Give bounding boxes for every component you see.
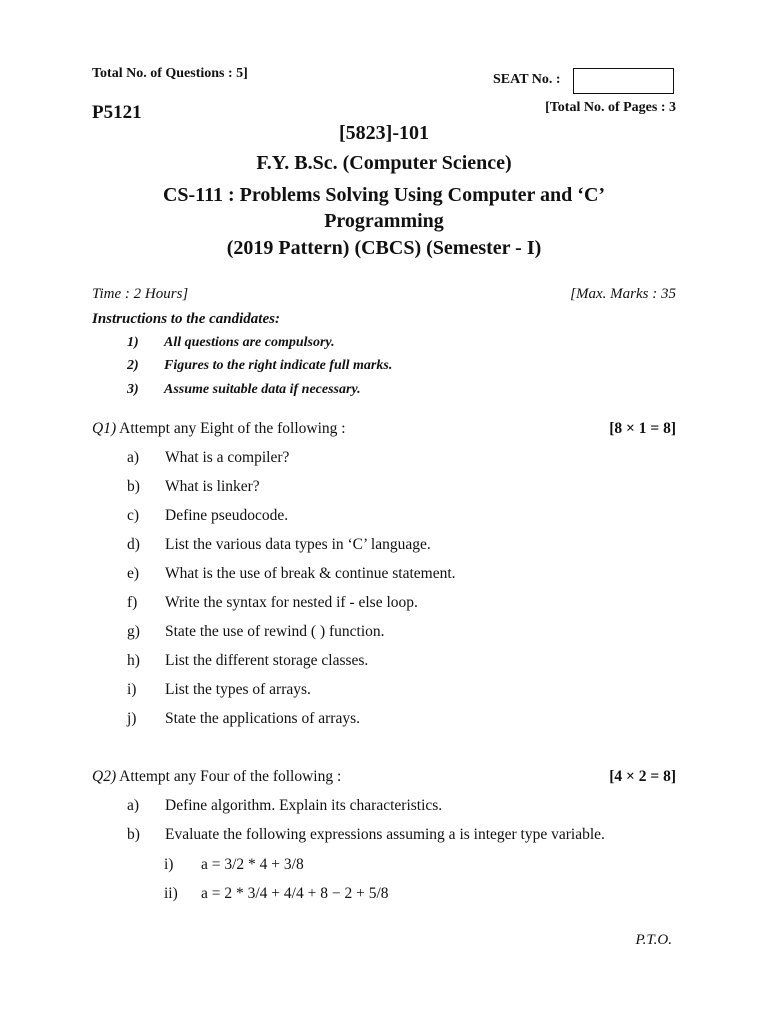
max-marks: [Max. Marks : 35 bbox=[570, 286, 676, 302]
seat-number-box bbox=[573, 68, 674, 94]
instruction-text: Assume suitable data if necessary. bbox=[164, 382, 361, 397]
subitem-label: ii) bbox=[164, 885, 178, 902]
item-label: b) bbox=[127, 478, 140, 495]
instructions-heading: Instructions to the candidates: bbox=[92, 311, 280, 327]
instruction-item bbox=[127, 358, 392, 374]
item-text: What is linker? bbox=[165, 478, 260, 495]
instruction-number: 3) bbox=[127, 382, 139, 397]
exam-time: Time : 2 Hours] bbox=[92, 286, 189, 302]
item-text: What is a compiler? bbox=[165, 449, 290, 466]
item-label: f) bbox=[127, 594, 138, 611]
q1-item bbox=[127, 594, 418, 612]
item-text: State the applications of arrays. bbox=[165, 710, 360, 727]
question-1-heading bbox=[92, 420, 676, 438]
q1-item bbox=[127, 681, 311, 699]
item-label: d) bbox=[127, 536, 140, 553]
paper-code: P5121 bbox=[92, 102, 142, 123]
subitem-text: a = 2 * 3/4 + 4/4 + 8 − 2 + 5/8 bbox=[201, 885, 389, 902]
item-label: h) bbox=[127, 652, 140, 669]
q2-item bbox=[127, 826, 605, 844]
item-text: Define algorithm. Explain its characteristics. bbox=[165, 797, 443, 814]
seat-number-label: SEAT No. : bbox=[493, 72, 561, 87]
page-turn-over: P.T.O. bbox=[635, 932, 672, 948]
item-label: j) bbox=[127, 710, 137, 727]
instruction-number: 1) bbox=[127, 335, 139, 350]
item-label: e) bbox=[127, 565, 140, 582]
item-text: Write the syntax for nested if - else loop. bbox=[165, 594, 418, 611]
subitem-label: i) bbox=[164, 856, 174, 873]
q1-item bbox=[127, 565, 456, 583]
question-marks: [4 × 2 = 8] bbox=[609, 768, 676, 785]
question-number: Q2) bbox=[92, 768, 117, 785]
item-label: a) bbox=[127, 449, 140, 466]
item-text: State the use of rewind ( ) function. bbox=[165, 623, 385, 640]
instruction-text: Figures to the right indicate full marks. bbox=[164, 358, 393, 373]
instruction-text: All questions are compulsory. bbox=[164, 335, 335, 350]
question-marks: [8 × 1 = 8] bbox=[609, 420, 676, 437]
q1-item bbox=[127, 449, 289, 467]
q2-subitem bbox=[164, 856, 304, 874]
total-pages: [Total No. of Pages : 3 bbox=[545, 100, 676, 115]
question-2-heading bbox=[92, 768, 676, 786]
question-number: Q1) bbox=[92, 420, 117, 437]
exam-code: [5823]-101 bbox=[339, 122, 429, 144]
q1-item bbox=[127, 536, 431, 554]
q2-subitem bbox=[164, 885, 389, 903]
item-text: Evaluate the following expressions assuming a is integer type variable. bbox=[165, 826, 605, 843]
question-text: Attempt any Four of the following : bbox=[119, 768, 342, 785]
q1-item bbox=[127, 623, 385, 641]
item-text: List the types of arrays. bbox=[165, 681, 311, 698]
item-text: List the different storage classes. bbox=[165, 652, 369, 669]
subject-title bbox=[0, 182, 768, 234]
subitem-text: a = 3/2 * 4 + 3/8 bbox=[201, 856, 304, 873]
item-label: c) bbox=[127, 507, 140, 524]
q1-item bbox=[127, 507, 288, 525]
q1-item bbox=[127, 478, 260, 496]
q1-item bbox=[127, 652, 368, 670]
instruction-item bbox=[127, 382, 361, 398]
q1-item bbox=[127, 710, 360, 728]
item-text: What is the use of break & continue statement. bbox=[165, 565, 456, 582]
item-label: b) bbox=[127, 826, 140, 843]
item-label: g) bbox=[127, 623, 140, 640]
exam-pattern: (2019 Pattern) (CBCS) (Semester - I) bbox=[226, 237, 542, 259]
course-title: F.Y. B.Sc. (Computer Science) bbox=[256, 152, 512, 174]
item-label: a) bbox=[127, 797, 140, 814]
item-text: List the various data types in ‘C’ language. bbox=[165, 536, 431, 553]
subject-title-line1: CS-111 : Problems Solving Using Computer and ‘C’ bbox=[162, 184, 606, 206]
total-questions: Total No. of Questions : 5] bbox=[92, 66, 248, 81]
instruction-number: 2) bbox=[127, 358, 139, 373]
item-text: Define pseudocode. bbox=[165, 507, 289, 524]
item-label: i) bbox=[127, 681, 137, 698]
subject-title-line2: Programming bbox=[324, 210, 444, 232]
instruction-item bbox=[127, 335, 335, 351]
question-text: Attempt any Eight of the following : bbox=[119, 420, 346, 437]
q2-item bbox=[127, 797, 442, 815]
